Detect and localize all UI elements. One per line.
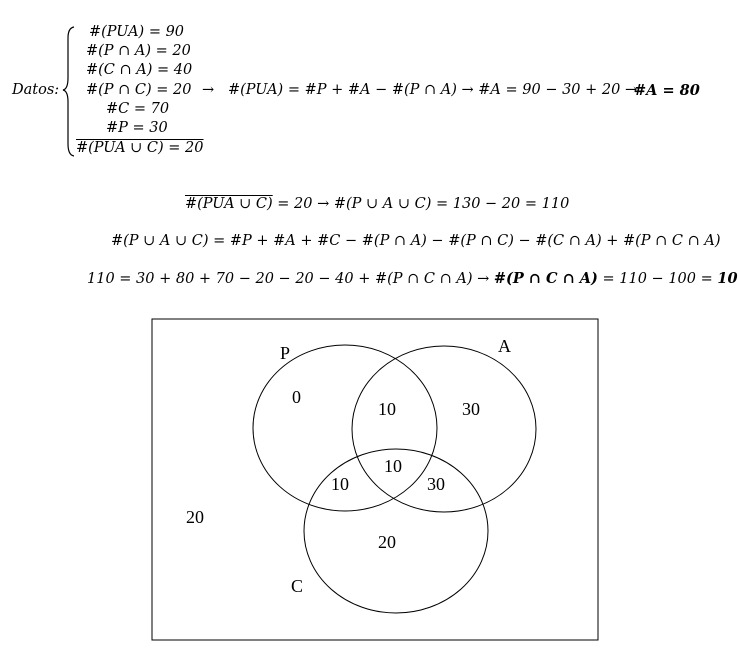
derivation-result: #A = 80 [634, 82, 700, 99]
label-p: P [280, 343, 291, 363]
universe-rect [152, 319, 598, 640]
region-only-a: 30 [462, 399, 480, 419]
label-a: A [498, 336, 511, 356]
label-c: C [291, 576, 304, 596]
region-center: 10 [384, 456, 402, 476]
datos-item-c-inter-a: #(C ∩ A) = 40 [86, 62, 193, 78]
step-line-1-lhs: #(PUA ∪ C) [185, 196, 273, 212]
step-line-1-rest: = 20 → #(P ∪ A ∪ C) = 130 − 20 = 110 [272, 196, 570, 212]
region-a-and-c: 30 [427, 474, 445, 494]
derivation-text: #(PUA) = #P + #A − #(P ∩ A) → #A = 90 − 30 + 20 → [228, 82, 638, 98]
region-p-and-c: 10 [331, 474, 349, 494]
region-p-and-a: 10 [378, 399, 396, 419]
datos-item-c: #C = 70 [106, 101, 170, 117]
datos-label: Datos: [12, 82, 60, 98]
step-line-3-result: 10 [717, 270, 738, 287]
step-line-3-text: 110 = 30 + 80 + 70 − 20 − 20 − 40 + #(P ∩ C ∩ A) → [87, 271, 490, 287]
datos-item-pua: #(PUA) = 90 [89, 24, 185, 40]
region-only-p: 0 [292, 387, 301, 407]
datos-item-p-inter-a: #(P ∩ A) = 20 [86, 43, 191, 59]
datos-item-p-inter-c: #(P ∩ C) = 20 [86, 82, 192, 98]
step-line-2: #(P ∪ A ∪ C) = #P + #A + #C − #(P ∩ A) − #(P ∩ C) − #(C ∩ A) + #(P ∩ C ∩ A) [111, 233, 721, 249]
region-outside: 20 [186, 507, 204, 527]
step-line-3-tail: = 110 − 100 = [597, 271, 718, 287]
datos-item-complement: #(PUA ∪ C) = 20 [76, 140, 204, 156]
step-line-3-bold-expr: #(P ∩ C ∩ A) [493, 270, 598, 287]
datos-item-p: #P = 30 [106, 120, 168, 136]
region-only-c: 20 [378, 532, 396, 552]
derivation-arrow: → [202, 82, 215, 98]
